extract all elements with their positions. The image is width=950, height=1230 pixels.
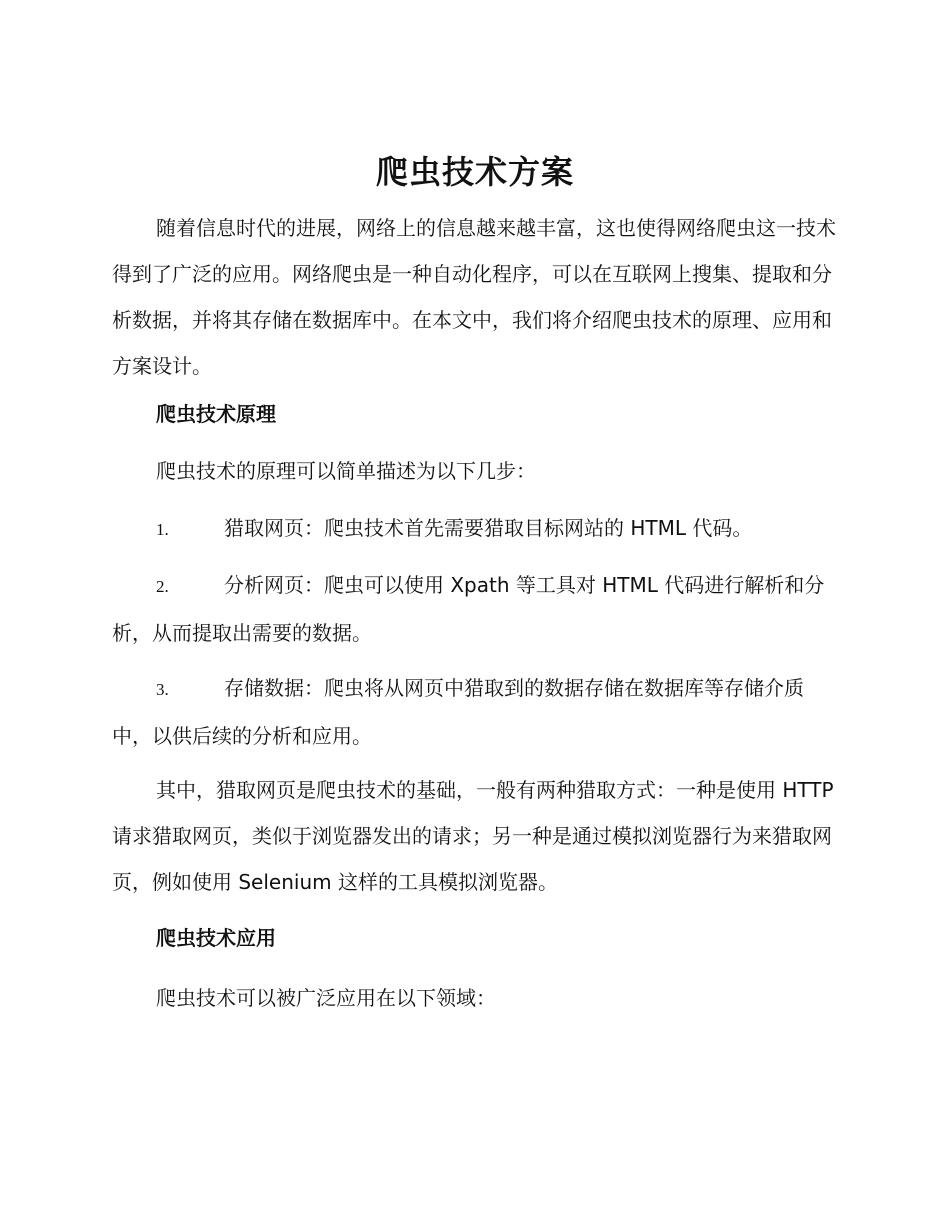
- section-heading-application: 爬虫技术应用: [156, 926, 276, 950]
- list-item-number: 1.: [156, 520, 169, 539]
- principle-closing-paragraph: 其中，猎取网页是爬虫技术的基础，一般有两种猎取方式：一种是使用 HTTP 请求猎取网页，类似于浏览器发出的请求；另一种是通过模拟浏览器行为来猎取网页，例如使用 Selenium 这样的工具模拟浏览器。: [112, 778, 834, 894]
- application-lead-paragraph: 爬虫技术可以被广泛应用在以下领域：: [156, 986, 496, 1010]
- list-item-text: 分析网页：爬虫可以使用 Xpath 等工具对 HTML 代码进行解析和分析，从而提取出需要的数据。: [112, 573, 825, 645]
- list-item-number: 2.: [156, 577, 169, 596]
- list-item-number: 3.: [156, 680, 169, 699]
- list-item: [112, 665, 842, 759]
- intro-paragraph: 随着信息时代的进展，网络上的信息越来越丰富，这也使得网络爬虫这一技术得到了广泛的应用。网络爬虫是一种自动化程序，可以在互联网上搜集、提取和分析数据，并将其存储在数据库中。在本文中，我们将介绍爬虫技术的原理、应用和方案设计。: [112, 216, 836, 378]
- list-item: [112, 562, 842, 656]
- section-heading-principle: 爬虫技术原理: [156, 402, 276, 426]
- list-item-text: 存储数据：爬虫将从网页中猎取到的数据存储在数据库等存储介质中，以供后续的分析和应用。: [112, 676, 804, 748]
- page-title: 爬虫技术方案: [375, 153, 574, 191]
- list-item-text: 猎取网页：爬虫技术首先需要猎取目标网站的 HTML 代码。: [224, 516, 753, 540]
- list-item: [112, 505, 842, 553]
- principle-lead-paragraph: 爬虫技术的原理可以简单描述为以下几步：: [156, 459, 536, 483]
